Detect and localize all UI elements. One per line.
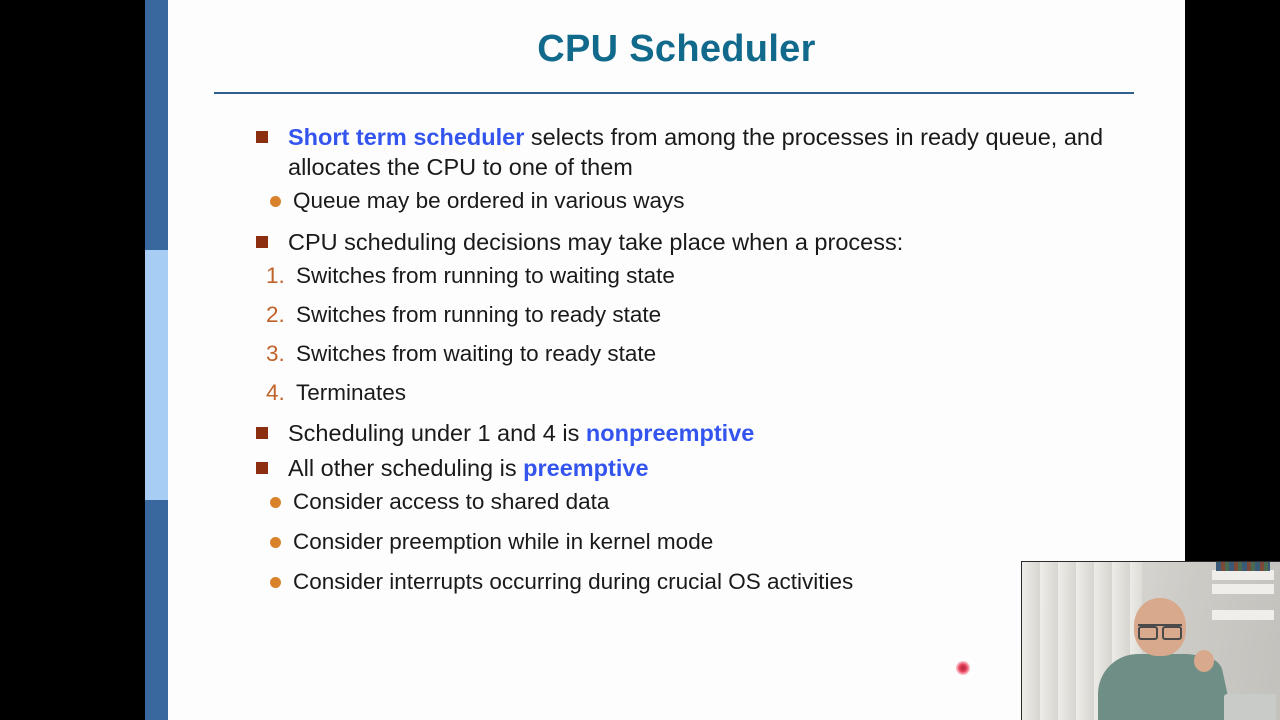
numbered-item-1 — [248, 262, 1178, 290]
text-decision-1: Switches from running to waiting state — [296, 263, 675, 288]
bullet-nonpreemptive — [248, 418, 1178, 448]
stripe-segment-middle — [145, 250, 168, 500]
list-number-2: 2. — [266, 302, 285, 327]
webcam-laptop — [1224, 694, 1276, 720]
square-bullet-icon — [256, 236, 268, 248]
stripe-segment-bottom — [145, 500, 168, 720]
square-bullet-icon — [256, 462, 268, 474]
webcam-shelf — [1212, 570, 1274, 580]
text-preemptive-prefix: All other scheduling is — [288, 455, 524, 481]
text-decision-3: Switches from waiting to ready state — [296, 341, 657, 366]
text-decision-2: Switches from running to ready state — [296, 302, 662, 327]
text-consider-1: Consider access to shared data — [293, 489, 610, 514]
keyword-nonpreemptive: nonpreemptive — [585, 420, 755, 446]
round-bullet-icon — [270, 196, 281, 207]
stripe-segment-top — [145, 0, 168, 250]
webcam-presenter-hand — [1194, 650, 1214, 672]
bullet-list-level1 — [248, 122, 1178, 596]
bullet-short-term-scheduler — [248, 122, 1178, 182]
bullet-consider-kernel-mode — [248, 528, 1178, 556]
text-consider-3: Consider interrupts occurring during crucial OS activities — [293, 569, 854, 594]
numbered-item-4 — [248, 379, 1178, 407]
numbered-item-2 — [248, 301, 1178, 329]
slide-decorative-stripe — [145, 0, 168, 720]
round-bullet-icon — [270, 537, 281, 548]
glasses-icon — [1138, 624, 1182, 636]
slide-title: CPU Scheduler — [537, 28, 816, 70]
bullet-queue-ordered — [248, 187, 1178, 215]
bullet-scheduling-decisions — [248, 227, 1178, 257]
keyword-preemptive: preemptive — [523, 455, 649, 481]
text-consider-2: Consider preemption while in kernel mode — [293, 529, 714, 554]
list-number-3: 3. — [266, 341, 285, 366]
numbered-item-3 — [248, 340, 1178, 368]
square-bullet-icon — [256, 427, 268, 439]
text-queue-ordered: Queue may be ordered in various ways — [293, 188, 685, 213]
round-bullet-icon — [270, 497, 281, 508]
presenter-webcam-overlay[interactable] — [1021, 561, 1280, 720]
webcam-books — [1216, 562, 1270, 571]
text-nonpreemptive-prefix: Scheduling under 1 and 4 is — [288, 420, 586, 446]
round-bullet-icon — [270, 577, 281, 588]
bullet-preemptive — [248, 453, 1178, 483]
text-decision-4: Terminates — [296, 380, 407, 405]
text-scheduling-decisions: CPU scheduling decisions may take place when a process: — [288, 229, 904, 255]
title-divider — [214, 92, 1134, 94]
text-short-term-scheduler: selects from among the processes in ready queue, and allocates the CPU to one of them — [288, 124, 1104, 180]
bullet-consider-shared-data — [248, 488, 1178, 516]
square-bullet-icon — [256, 131, 268, 143]
bullet-list-level2-queue — [248, 187, 1178, 215]
laser-pointer-dot — [956, 661, 970, 675]
numbered-decision-list — [248, 262, 1178, 407]
list-number-1: 1. — [266, 263, 285, 288]
slide-content — [248, 122, 1178, 608]
list-number-4: 4. — [266, 380, 285, 405]
keyword-short-term-scheduler: Short term scheduler — [288, 124, 525, 150]
